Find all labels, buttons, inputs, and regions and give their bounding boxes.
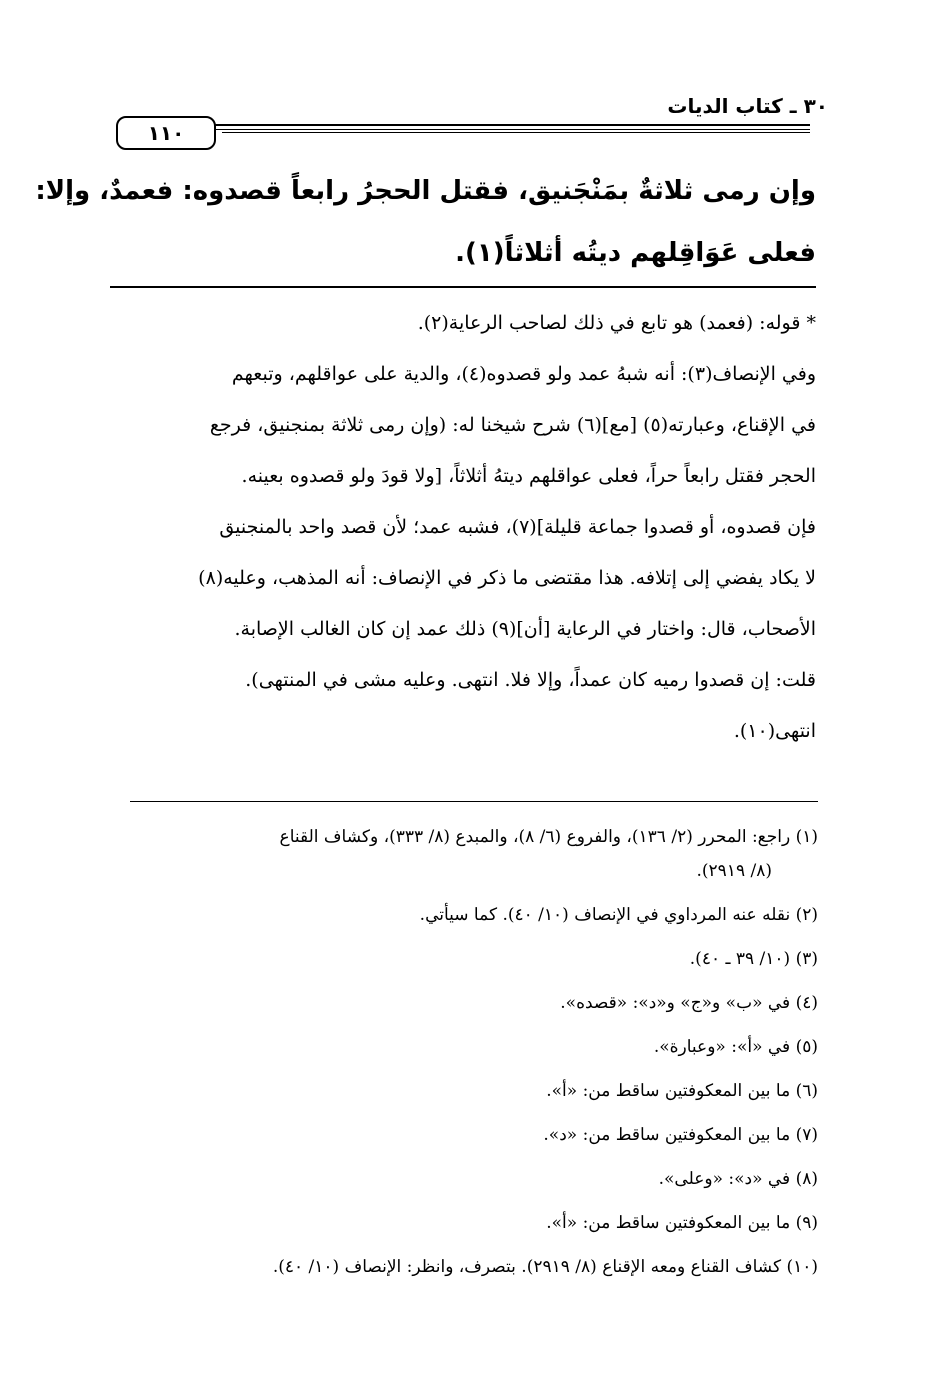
commentary-line: قلت: إن قصدوا رميه كان عمداً، وإلا فلا. انتهى. وعليه مشى في المنتهى). xyxy=(245,669,816,691)
commentary-line: وفي الإنصاف(٣): أنه شبهُ عمد ولو قصدوه(٤)، والدية على عواقلهم، وتبعهم xyxy=(231,363,816,385)
footnote-6: (٦) ما بين المعكوفتين ساقط من: «أ». xyxy=(546,1081,818,1101)
commentary-line: فإن قصدوه، أو قصدوا جماعة قليلة](٧)، فشبه عمد؛ لأن قصد واحد بالمنجنيق xyxy=(219,516,816,538)
section-divider xyxy=(110,286,816,288)
footnote-7: (٧) ما بين المعكوفتين ساقط من: «د». xyxy=(543,1125,818,1145)
commentary-text xyxy=(108,298,816,757)
page-number: ١١٠ xyxy=(116,116,216,150)
matn-line: وإن رمى ثلاثةٌ بمَنْجَنيق، فقتل الحجرُ رابعاً قصدوه: فعمدٌ، وإلا: xyxy=(35,176,816,206)
footnote-divider xyxy=(130,801,818,802)
footnote-9: (٩) ما بين المعكوفتين ساقط من: «أ». xyxy=(546,1213,818,1233)
matn-text xyxy=(35,160,816,284)
footnote-8: (٨) في «د»: «وعلى». xyxy=(658,1169,818,1189)
matn-line: فعلى عَوَاقِلهم ديتُه أثلاثاً(١). xyxy=(455,238,816,268)
footnote-1: (١) راجع: المحرر (٢/ ١٣٦)، والفروع (٦/ ٨)، والمبدع (٨/ ٣٣٣)، وكشاف القناع xyxy=(279,827,818,847)
footnote-10: (١٠) كشاف القناع ومعه الإقناع (٨/ ٢٩١٩). بتصرف، وانظر: الإنصاف (١٠/ ٤٠). xyxy=(272,1257,818,1277)
footnote-3: (٣) (١٠/ ٣٩ ـ ٤٠). xyxy=(689,949,818,969)
chapter-title: ٣٠ ـ كتاب الديات xyxy=(667,94,828,118)
footnote-5: (٥) في «أ»: «وعبارة». xyxy=(653,1037,818,1057)
header-rule xyxy=(222,132,810,133)
commentary-line: لا يكاد يفضي إلى إتلافه. هذا مقتضى ما ذكر في الإنصاف: أنه المذهب، وعليه(٨) xyxy=(198,567,816,589)
footnote-2: (٢) نقله عنه المرداوي في الإنصاف (١٠/ ٤٠). كما سيأتي. xyxy=(419,905,818,925)
commentary-line: الحجر فقتل رابعاً حراً، فعلى عواقلهم ديتهُ أثلاثاً، [ولا قودَ ولو قصدوه بعينه. xyxy=(241,465,816,487)
commentary-line: في الإقناع، وعبارته(٥) [مع](٦) شرح شيخنا له: (وإن رمى ثلاثة بمنجنيق، فرجع xyxy=(209,414,816,436)
footnote-1-continuation: (٨/ ٢٩١٩). xyxy=(696,861,772,881)
commentary-line: انتهى(١٠). xyxy=(733,720,816,742)
commentary-line: * قوله: (فعمد) هو تابع في ذلك لصاحب الرعاية(٢). xyxy=(417,312,816,334)
footnote-4: (٤) في «ب» و«ج» و«د»: «قصده». xyxy=(560,993,818,1013)
footnotes xyxy=(108,820,818,1284)
header-rule xyxy=(118,129,810,130)
header-rule xyxy=(118,124,810,126)
commentary-line: الأصحاب، قال: واختار في الرعاية [أن](٩) ذلك عمد إن كان الغالب الإصابة. xyxy=(234,618,816,640)
